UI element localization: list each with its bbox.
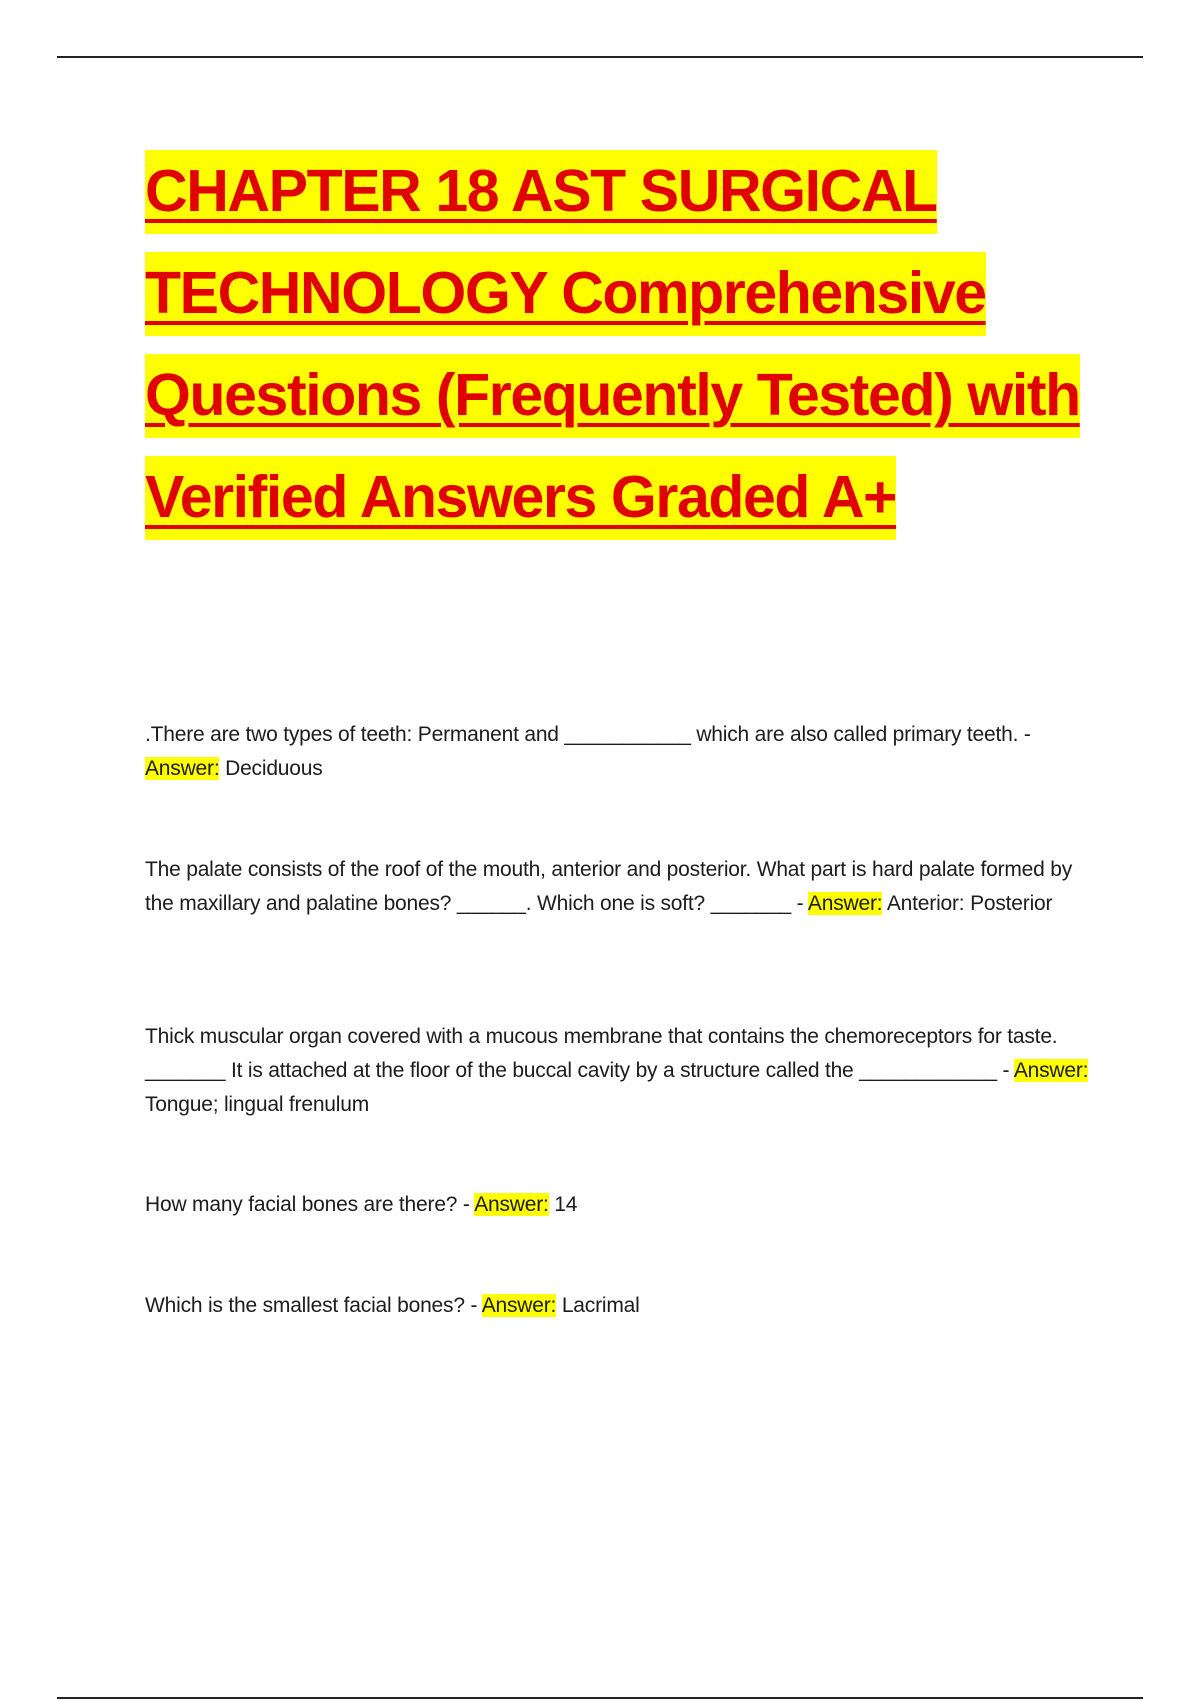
question-text: The palate consists of the roof of the mouth, anterior and posterior. What part is hard palate formed by the maxillary and palatine bones? ______. Which one is soft? _______ - <box>145 858 1073 915</box>
footer-rule <box>57 1697 1143 1699</box>
answer-label: Answer: <box>474 1193 549 1216</box>
header-rule <box>57 56 1143 58</box>
qa-item <box>145 1289 1090 1323</box>
question-text: How many facial bones are there? - <box>145 1193 475 1216</box>
answer-text: Deciduous <box>225 757 323 780</box>
question-text: .There are two types of teeth: Permanent and ___________ which are also called primary teeth. - <box>145 723 1031 746</box>
answer-label: Answer: <box>807 892 883 915</box>
answer-label: Answer: <box>1013 1059 1089 1082</box>
answer-text: Anterior: Posterior <box>886 892 1053 915</box>
answer-label: Answer: <box>145 757 220 780</box>
answer-label: Answer: <box>481 1294 557 1317</box>
qa-item <box>145 1188 1090 1222</box>
qa-item <box>145 1020 1090 1122</box>
question-text: Thick muscular organ covered with a mucous membrane that contains the chemoreceptors for taste. _______ It is attached at the floor of the buccal cavity by a structure called the ____________ - <box>145 1025 1058 1082</box>
qa-item <box>145 853 1090 921</box>
question-text: Which is the smallest facial bones? - <box>145 1294 482 1317</box>
answer-text: 14 <box>554 1193 578 1216</box>
document-title <box>145 140 1085 548</box>
qa-item <box>145 718 1090 786</box>
document-title-text: CHAPTER 18 AST SURGICAL TECHNOLOGY Comprehensive Questions (Frequently Tested) with Verified Answers Graded A+ <box>145 150 1080 540</box>
answer-text: Tongue; lingual frenulum <box>145 1093 370 1116</box>
answer-text: Lacrimal <box>561 1294 640 1317</box>
